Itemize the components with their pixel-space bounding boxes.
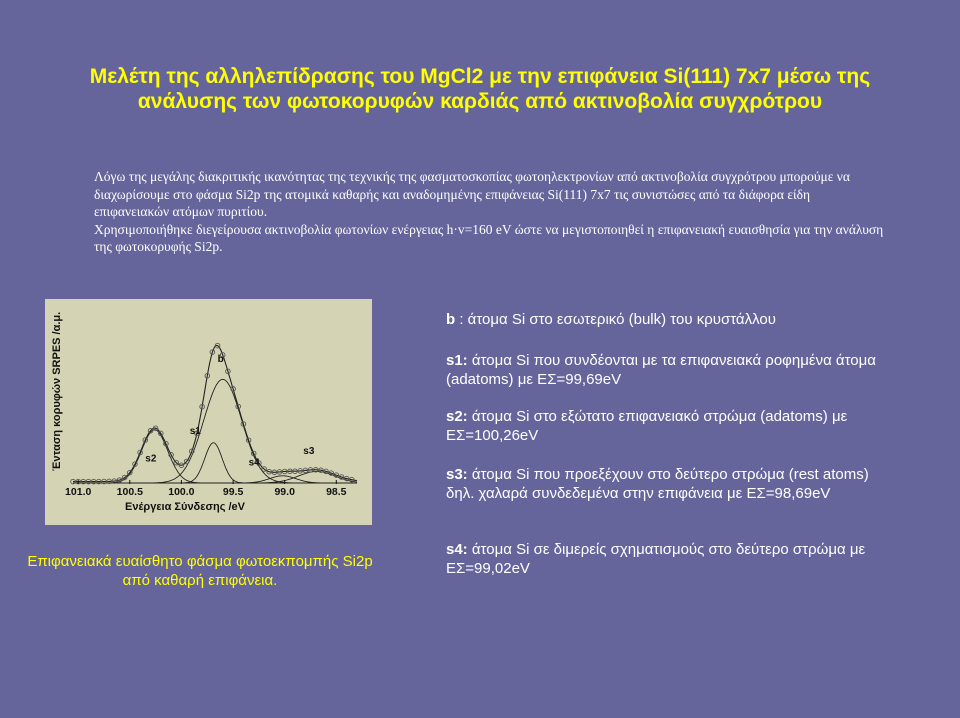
legend-text-s4: άτομα Si σε διμερείς σχηματισμούς στο δεύτερο στρώμα με ΕΣ=99,02eV — [446, 541, 866, 577]
chart-caption: Επιφανειακά ευαίσθητο φάσμα φωτοεκπομπής Si2p από καθαρή επιφάνεια. — [27, 553, 373, 589]
plot-area — [71, 343, 357, 484]
y-axis-label: Ένταση κορυφών SRPES /α.μ. — [51, 311, 63, 471]
spectrum-chart-svg — [45, 299, 372, 525]
legend-text-s2: άτομα Si στο εξώτατο επιφανειακό στρώμα (adatoms) με ΕΣ=100,26eV — [446, 408, 848, 444]
component-label-s4: s4 — [248, 457, 260, 469]
legend-item-s3 — [446, 465, 886, 503]
legend-code-s4: s4: — [446, 541, 468, 558]
intro-text — [94, 168, 884, 256]
legend-code-s3: s3: — [446, 466, 468, 483]
x-tick-label-2: 100.0 — [168, 486, 195, 498]
component-label-b: b — [217, 354, 224, 365]
envelope-curve — [73, 345, 357, 481]
legend-text-s1: άτομα Si που συνδέονται με τα επιφανειακά ροφημένα άτομα (adatoms) με ΕΣ=99,69eV — [446, 352, 876, 388]
legend-text-b: : άτομα Si στο εσωτερικό (bulk) του κρυστάλλου — [455, 311, 776, 328]
intro-paragraph-2: Χρησιμοποιήθηκε διεγείρουσα ακτινοβολία φωτονίων ενέργειας h·v=160 eV ώστε να μεγιστοποιηθεί η επιφανειακή ευαισθησία για την ανάλυση της φωτοκορυφής Si2p. — [94, 221, 884, 254]
component-label-s3: s3 — [303, 446, 315, 458]
spectrum-chart — [45, 299, 372, 525]
legend-item-s4 — [446, 540, 886, 578]
x-tick-label-0: 101.0 — [65, 486, 92, 498]
legend-item-s2 — [446, 407, 886, 445]
legend-item-b — [446, 310, 886, 329]
x-tick-label-3: 99.5 — [222, 486, 244, 498]
x-tick-label-4: 99.0 — [274, 486, 295, 498]
legend-code-s2: s2: — [446, 408, 468, 425]
legend-item-s1 — [446, 351, 886, 389]
legend-code-b: b — [446, 311, 456, 328]
x-tick-label-1: 100.5 — [116, 486, 143, 498]
slide-title: Μελέτη της αλληλεπίδρασης του MgCl2 με την επιφάνεια Si(111) 7x7 μέσω της ανάλυσης των φωτοκορυφών καρδιάς από ακτινοβολία συγχρότρου — [89, 65, 871, 113]
component-label-s2: s2 — [145, 453, 157, 465]
component-label-s1: s1 — [189, 426, 201, 437]
legend-code-s1: s1: — [446, 352, 468, 369]
legend-text-s3: άτομα Si που προεξέχουν στο δεύτερο στρώμα (rest atoms) δηλ. χαλαρά συνδεδεμένα στην επιφάνεια με ΕΣ=98,69eV — [446, 466, 869, 502]
x-axis-label: Ενέργεια Σύνδεσης /eV — [125, 501, 245, 513]
intro-paragraph-1: Λόγω της μεγάλης διακριτικής ικανότητας της τεχνικής της φασματοσκοπίας φωτοηλεκτρονίων από ακτινοβολία συγχρότρου μπορούμε να διαχωρίσουμε στο φάσμα Si2p της ατομικά καθαρής και αναδομημένης επιφάνειας Si(111) 7x7 τις συνιστώσες από τα διάφορα είδη επιφανειακών ατόμων πυριτίου. — [94, 169, 850, 219]
x-tick-label-5: 98.5 — [326, 486, 347, 498]
